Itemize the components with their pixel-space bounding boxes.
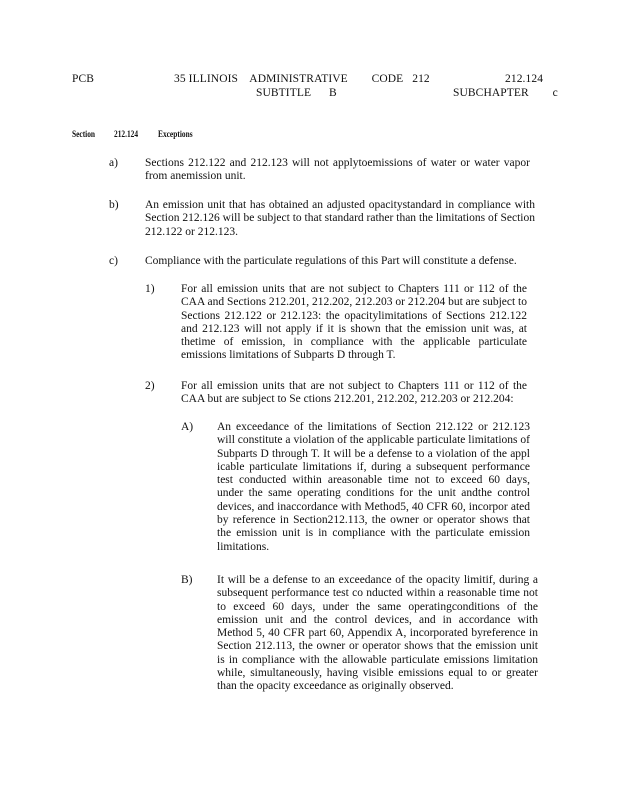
- section-title: Exceptions: [158, 130, 193, 140]
- section-label: Section: [72, 130, 96, 140]
- subitem-2-label: 2): [145, 380, 155, 392]
- subsubitem-A-text: An exceedance of the limitations of Section 212.122 or 212.123 will constitute a violation of the applicable particulate limitations of Subparts D through T. It will be a defense to a violation of the appl icable particulate limitations if, during a subsequent performance test conducted within areasonable time not to exceed 60 days, under the same operating conditions for the unit andthe control devices, and inaccordance with Method5, 40 CFR 60, incorpor ated by reference in Section212.113, the owner or operator shows that the emission unit is in compliance with the particulate emission limitations.: [217, 421, 530, 553]
- item-b-label: b): [109, 199, 119, 211]
- item-a-label: a): [109, 157, 118, 169]
- subsubitem-B-text: It will be a defense to an exceedance of the opacity limitif, during a subsequent performance test co nducted within a reasonable time not to exceed 60 days, under the same operatingconditions of the emission unit and the control devices, and in accordance with Method 5, 40 CFR part 60, Appendix A, incorporated byreference in Section 212.113, the owner or operator shows that the emission unit is in compliance with the allowable particulate emissions limitation while, simultaneously, having visible emissions equal to or greater than the opacity exceedance as originally observed.: [217, 574, 538, 693]
- item-c-label: c): [109, 255, 118, 267]
- section-number: 212.124: [114, 130, 139, 140]
- item-a-text: Sections 212.122 and 212.123 will not applytoemissions of water or water vapor from anemission unit.: [145, 157, 530, 183]
- header-center-line2: SUBTITLE B: [256, 87, 337, 99]
- header-right-line2: SUBCHAPTER c: [453, 87, 558, 99]
- subsubitem-A-label: A): [181, 421, 194, 433]
- header-center-line1: 35 ILLINOIS ADMINISTRATIVE CODE 212: [174, 73, 430, 85]
- subitem-2-text: For all emission units that are not subject to Chapters 111 or 112 of the CAA but are subject to Se ctions 212.201, 212.202, 212.203 or 212.204:: [181, 380, 527, 406]
- header-right-line1: 212.124: [505, 73, 544, 85]
- item-b-text: An emission unit that has obtained an adjusted opacitystandard in compliance with Section 212.126 will be subject to that standard rather than the limitations of Section 212.122 or 212.123.: [145, 199, 535, 238]
- header-left: PCB: [72, 73, 95, 85]
- item-c-text: Compliance with the particulate regulations of this Part will constitute a defense.: [145, 255, 517, 267]
- subitem-1-text: For all emission units that are not subject to Chapters 111 or 112 of the CAA and Sections 212.201, 212.202, 212.203 or 212.204 but are subject to Sections 212.122 or 212.123: the opacitylimitations of Sections 212.122 and 212.123 will not apply if it is shown that the emission unit was, at thetime of emission, in compliance with the applicable particulate emissions limitations of Subparts D through T.: [181, 283, 527, 362]
- subsubitem-B-label: B): [181, 574, 193, 586]
- subitem-1-label: 1): [145, 283, 155, 295]
